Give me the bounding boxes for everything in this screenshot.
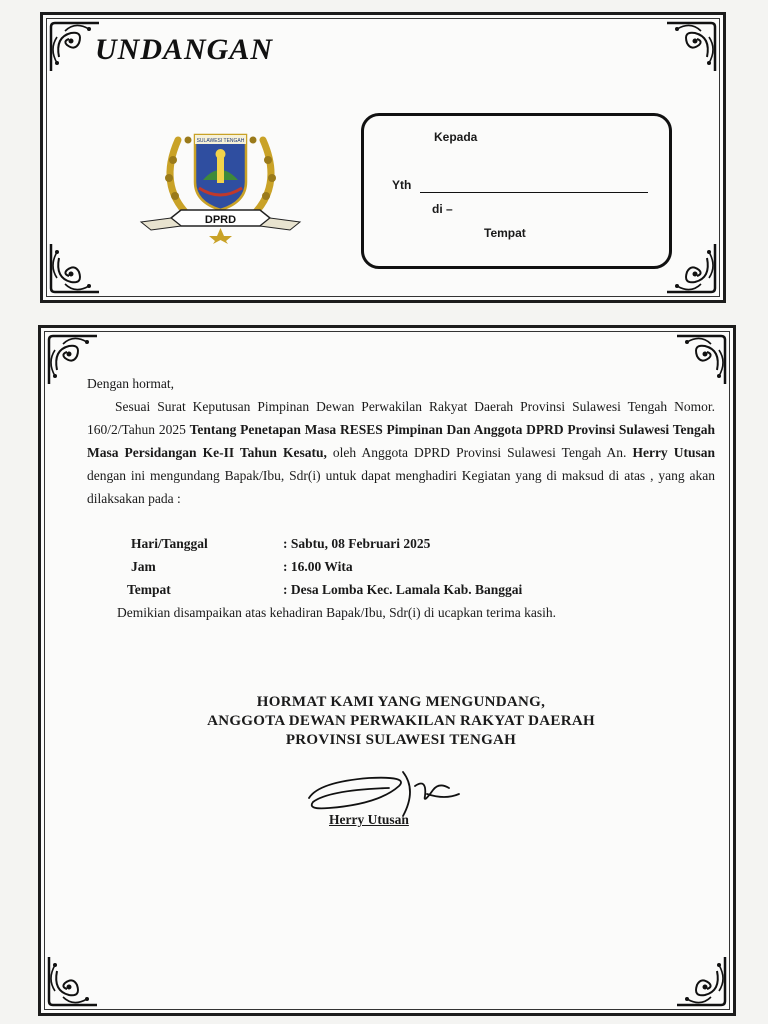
letter-body bbox=[87, 372, 715, 624]
invitation-card bbox=[40, 12, 726, 303]
detail-label: Tempat bbox=[127, 582, 171, 597]
address-kepada: Kepada bbox=[434, 130, 478, 144]
ornament-corner-icon bbox=[671, 951, 731, 1011]
detail-row-place bbox=[87, 578, 715, 601]
regards-block bbox=[87, 693, 715, 750]
detail-value: : 16.00 Wita bbox=[283, 559, 353, 574]
letter-closing: Demikian disampaikan atas kehadiran Bapak/Ibu, Sdr(i) di ucapkan terima kasih. bbox=[117, 605, 556, 620]
regards-line: HORMAT KAMI YANG MENGUNDANG, bbox=[256, 694, 546, 710]
regards-line: ANGGOTA DEWAN PERWAKILAN RAKYAT DAERAH bbox=[207, 713, 595, 729]
detail-row-time bbox=[87, 555, 715, 578]
detail-label: Jam bbox=[131, 559, 156, 574]
letter-greeting: Dengan hormat, bbox=[87, 376, 174, 391]
invitation-letter bbox=[38, 325, 736, 1016]
letter-paragraph bbox=[87, 395, 715, 510]
address-box bbox=[361, 113, 672, 269]
address-tempat: Tempat bbox=[484, 226, 526, 240]
regards-line: PROVINSI SULAWESI TENGAH bbox=[285, 732, 517, 748]
ornament-corner-icon bbox=[661, 17, 721, 77]
event-details bbox=[87, 532, 715, 601]
address-di: di – bbox=[432, 202, 453, 216]
address-name-line bbox=[420, 192, 648, 193]
detail-row-date bbox=[87, 532, 715, 555]
dprd-logo-icon bbox=[133, 110, 308, 245]
ornament-corner-icon bbox=[43, 951, 103, 1011]
paragraph-member-name: Herry Utusan bbox=[632, 445, 715, 460]
paragraph-text: oleh Anggota DPRD Provinsi Sulawesi Tengah An. bbox=[326, 445, 633, 460]
ornament-corner-icon bbox=[45, 238, 105, 298]
paragraph-subject: Tentang Penetapan Masa RESES Pimpinan Dan Anggota DPRD Provinsi Sulawesi Tengah Masa Persidangan Ke-II Tahun Kesatu, bbox=[87, 422, 715, 460]
address-yth: Yth bbox=[392, 178, 412, 192]
logo-banner-text: DPRD bbox=[204, 214, 237, 226]
logo-shield-text: SULAWESI TENGAH bbox=[196, 138, 245, 144]
paragraph-text: dengan ini mengundang Bapak/Ibu, Sdr(i) untuk dapat menghadiri Kegiatan yang di maksud di atas , yang akan dilaksakan pada : bbox=[87, 468, 715, 506]
paragraph-text: Sesuai Surat Keputusan Pimpinan Dewan Perwakilan Rakyat Daerah Provinsi Sulawesi Tengah Nomor. 160/2/Tahun 2025 bbox=[87, 399, 715, 437]
detail-value: : Desa Lomba Kec. Lamala Kab. Banggai bbox=[283, 582, 523, 597]
signer-name: Herry Utusan bbox=[329, 812, 409, 827]
invitation-title: UNDANGAN bbox=[95, 33, 274, 66]
detail-value: : Sabtu, 08 Februari 2025 bbox=[283, 536, 431, 551]
detail-label: Hari/Tanggal bbox=[131, 536, 208, 551]
